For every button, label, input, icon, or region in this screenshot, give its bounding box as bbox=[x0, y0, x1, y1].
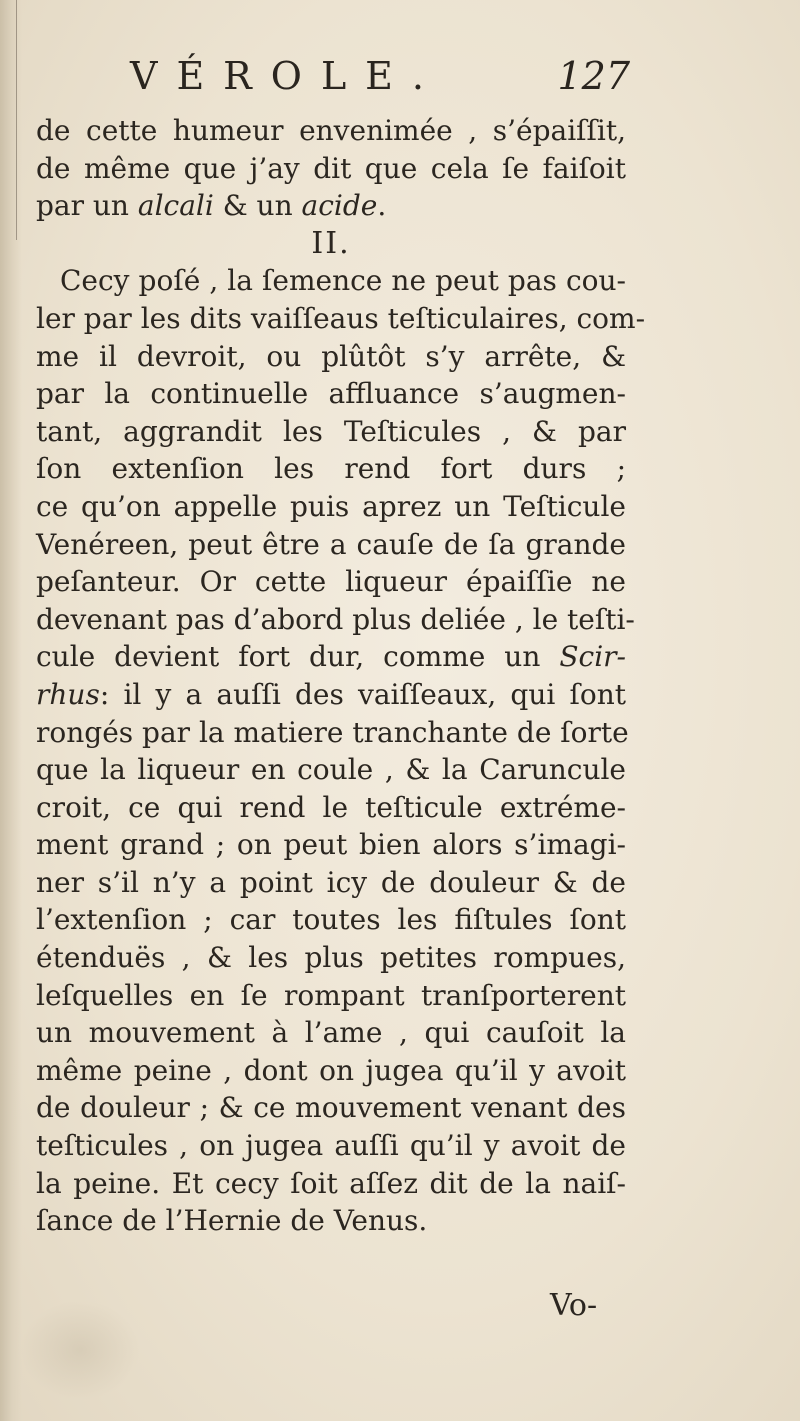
text-line: peſanteur. Or cette liqueur épaiſſie ne bbox=[36, 565, 626, 599]
italic-term: Scir- bbox=[559, 640, 626, 674]
running-head: VÉROLE. bbox=[130, 54, 443, 98]
text-line: Venéreen, peut être a cauſe de ſa grande bbox=[36, 527, 626, 561]
text-line: un mouvement à l’ame , qui cauſoit la bbox=[36, 1016, 626, 1050]
text-line: rongés par la matiere tranchante de ſorte bbox=[36, 715, 629, 749]
text-line: étenduës , & les plus petites rompues, bbox=[36, 941, 626, 975]
body-text bbox=[36, 112, 646, 1240]
italic-term: rhus bbox=[36, 677, 100, 711]
text-line: ſance de l’Hernie de Venus. bbox=[36, 1204, 428, 1238]
text-line: teſticules , on jugea auſſi qu’il y avoit de bbox=[36, 1129, 626, 1163]
text-line: rhus: il y a auſſi des vaiſſeaux, qui ſont bbox=[36, 677, 626, 711]
text-line: Cecy poſé , la ſemence ne peut pas cou- bbox=[60, 264, 626, 298]
text-line: l’extenſion ; car toutes les fiſtules ſont bbox=[36, 903, 626, 937]
italic-term: alcali bbox=[137, 189, 214, 223]
text-line: cule devient fort dur, comme un Scir- bbox=[36, 640, 626, 674]
catchword: Vo- bbox=[550, 1288, 598, 1323]
text-line: de même que j’ay dit que cela ſe faiſoit bbox=[36, 151, 626, 185]
page-gutter bbox=[0, 0, 22, 1421]
text-line: devenant pas d’abord plus deliée , le teſti- bbox=[36, 602, 635, 636]
text-line: ner s’il n’y a point icy de douleur & de bbox=[36, 865, 626, 899]
text-line: par la continuelle affluance s’augmen- bbox=[36, 377, 626, 411]
italic-term: acide bbox=[301, 189, 378, 223]
text-line: croit, ce qui rend le teſticule extréme- bbox=[36, 790, 626, 824]
text-line: ment grand ; on peut bien alors s’imagi- bbox=[36, 828, 626, 862]
text-line: ce qu’on appelle puis aprez un Teſticule bbox=[36, 489, 626, 523]
text-line: tant, aggrandit les Teſticules , & par bbox=[36, 414, 626, 448]
paper-stain bbox=[20, 1300, 140, 1400]
section-number: II. bbox=[311, 225, 351, 261]
text-line: leſquelles en ſe rompant tranſporterent bbox=[36, 978, 626, 1012]
text-line: même peine , dont on jugea qu’il y avoit bbox=[36, 1053, 626, 1087]
text-line: me il devroit, ou plûtôt s’y arrête, & bbox=[36, 339, 626, 373]
text-line: la peine. Et cecy ſoit aſſez dit de la naiſ- bbox=[36, 1166, 626, 1200]
text-line: par un alcali & un acide. bbox=[36, 189, 387, 223]
text-line: ſon extenſion les rend fort durs ; bbox=[36, 452, 626, 486]
text-line: de douleur ; & ce mouvement venant des bbox=[36, 1091, 626, 1125]
text-line: que la liqueur en coule , & la Caruncule bbox=[36, 753, 626, 787]
text-line: de cette humeur envenimée , s’épaiſſit, bbox=[36, 114, 626, 147]
page-header bbox=[130, 54, 630, 106]
page-number: 127 bbox=[557, 54, 630, 98]
text-line: ler par les dits vaiſſeaus teſticulaires, com- bbox=[36, 301, 646, 335]
gutter-line bbox=[16, 0, 17, 240]
